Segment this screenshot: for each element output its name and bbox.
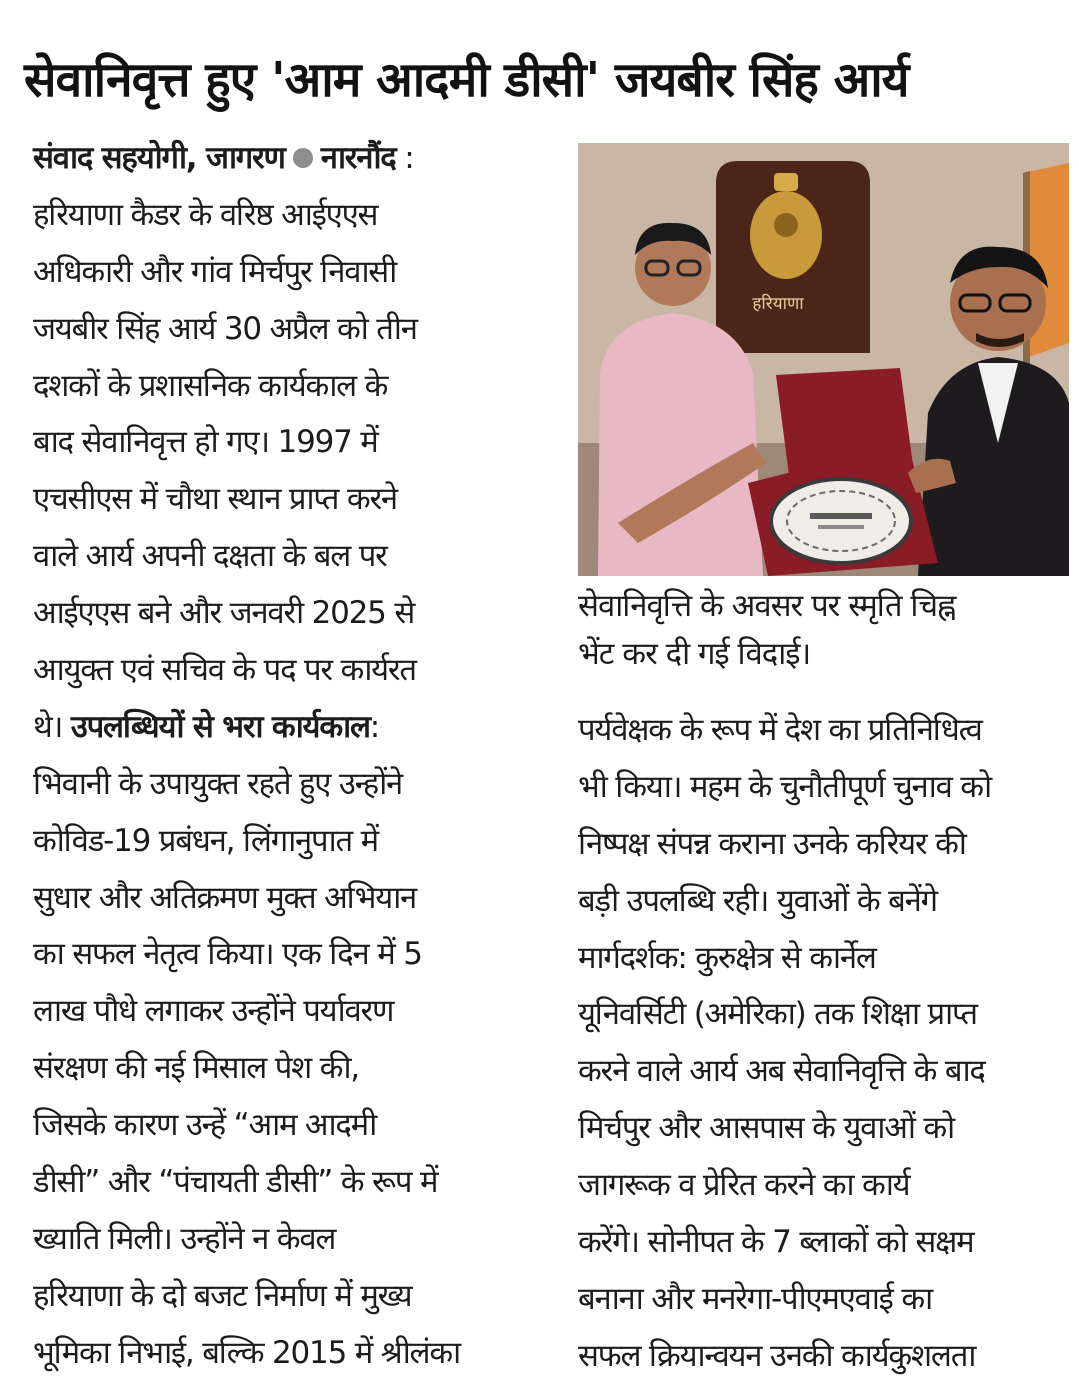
body-line: भिवानी के उपायुक्त रहते हुए उन्होंने [33,765,403,802]
body-line: निष्पक्ष संपन्न कराना उनके करियर की [578,825,966,862]
byline-author: संवाद सहयोगी, जागरण [33,140,285,176]
body-line: आईएएस बने और जनवरी 2025 से [33,595,415,632]
subhead-after: : [369,708,380,745]
section-subhead: उपलब्धियों से भरा कार्यकाल [70,708,370,745]
body-line: मार्गदर्शक: कुरुक्षेत्र से कार्नेल [578,939,876,976]
body-line: जयबीर सिंह आर्य 30 अप्रैल को तीन [33,310,417,347]
emblem-lions [774,173,798,191]
bullet-dot-icon [293,148,313,168]
body-line: जिसके कारण उन्हें “आम आदमी [33,1107,377,1144]
photo-illustration [578,143,1069,576]
caption-line: भेंट कर दी गई विदाई। [578,636,811,672]
article-headline: सेवानिवृत्त हुए 'आम आदमी डीसी' जयबीर सिंह आर्य [24,52,909,108]
body-line: एचसीएस में चौथा स्थान प्राप्त करने [33,481,397,518]
article-right-column [578,702,1076,1385]
body-line: बाद सेवानिवृत्त हो गए। 1997 में [33,424,378,461]
body-line: करने वाले आर्य अब सेवानिवृत्ति के बाद [578,1053,985,1090]
body-line: अधिकारी और गांव मिर्चपुर निवासी [33,253,397,290]
news-photo [578,143,1069,576]
byline-location: नारनौंद [320,140,396,176]
body-line: भी किया। महम के चुनौतीपूर्ण चुनाव को [578,768,991,805]
body-line: संरक्षण की नई मिसाल पेश की, [33,1050,359,1087]
body-line: हरियाणा कैडर के वरिष्ठ आईएएस [33,196,378,233]
body-line: का सफल नेतृत्व किया। एक दिन में 5 [33,936,422,973]
body-line: ख्याति मिली। उन्होंने न केवल [33,1220,336,1257]
subhead-before: थे। [33,708,63,745]
plaque-text-line [818,525,864,529]
emblem-center [774,213,798,237]
sign-text: हरियाणा [752,294,804,314]
body-line: पर्यवेक्षक के रूप में देश का प्रतिनिधित्व [578,712,982,748]
body-line: सुधार और अतिक्रमण मुक्त अभियान [33,879,417,916]
body-line: भूमिका निभाई, बल्कि 2015 में श्रीलंका [33,1334,460,1371]
body-line: आयुक्त एवं सचिव के पद पर कार्यरत [33,652,416,689]
body-line: करेंगे। सोनीपत के 7 ब्लाकों को सक्षम [578,1224,974,1261]
body-line: लाख पौधे लगाकर उन्होंने पर्यावरण [33,993,394,1030]
caption-line: सेवानिवृत्ति के अवसर पर स्मृति चिह्न [578,588,956,624]
body-line: हरियाणा के दो बजट निर्माण में मुख्य [33,1277,412,1314]
body-line: बनाना और मनरेगा-पीएमएवाई का [578,1280,932,1317]
body-line: वाले आर्य अपनी दक्षता के बल पर [33,538,387,575]
body-line: दशकों के प्रशासनिक कार्यकाल के [33,367,388,404]
body-line: कोविड-19 प्रबंधन, लिंगानुपात में [33,822,378,859]
body-line: डीसी” और “पंचायती डीसी” के रूप में [33,1164,438,1201]
body-line: मिर्चपुर और आसपास के युवाओं को [578,1110,955,1147]
plaque-text-line [810,513,872,519]
subhead-line [33,699,558,756]
person-left-shirt [598,313,763,576]
body-line: सफल क्रियान्वयन उनकी कार्यकुशलता [578,1337,976,1374]
body-line: बड़ी उपलब्धि रही। युवाओं के बनेंगे [578,882,937,919]
byline [33,130,558,187]
article-left-column [33,130,558,1382]
body-line: यूनिवर्सिटी (अमेरिका) तक शिक्षा प्राप्त [578,996,977,1033]
photo-caption [578,582,1074,678]
body-line: जागरूक व प्रेरित करने का कार्य [578,1167,910,1204]
byline-separator: : [404,140,414,176]
